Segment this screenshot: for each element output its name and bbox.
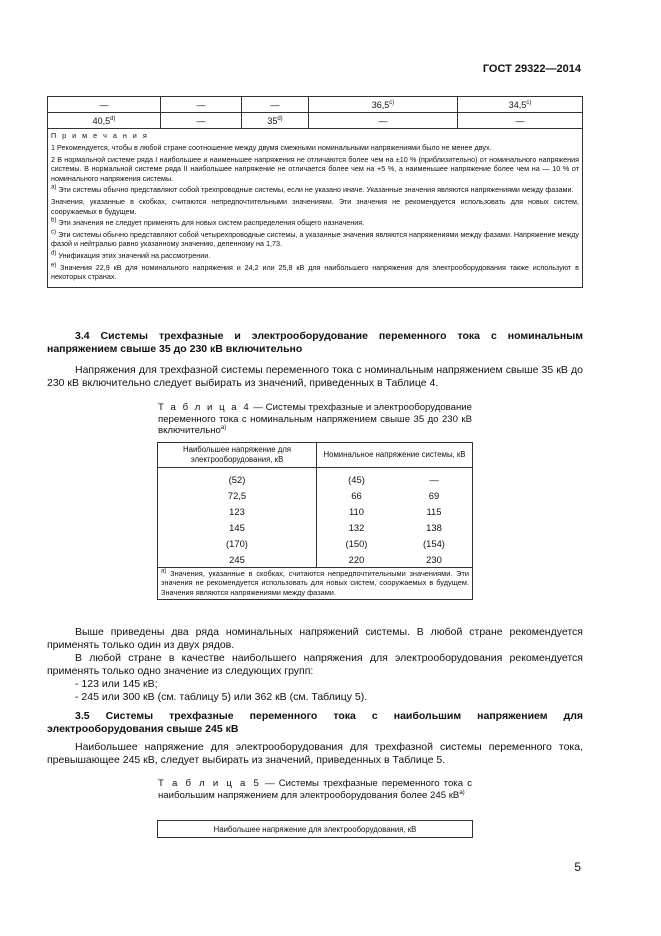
notes-title: П р и м е ч а н и я bbox=[51, 131, 149, 140]
continuation-table bbox=[47, 96, 583, 288]
note-1: 1 Рекомендуется, чтобы в любой стране соотношение между двумя смежными номинальными напряжениями было не менее двух. bbox=[51, 143, 492, 152]
table-cell: 66 bbox=[317, 487, 397, 503]
table-cell: 40,5$^{d)}$ bbox=[48, 113, 161, 129]
table-row bbox=[158, 503, 473, 519]
table-cell: 35$^{d)}$ bbox=[242, 113, 309, 129]
table-cell: 220 bbox=[317, 551, 397, 568]
table-cell: $36,5^{с)}$ bbox=[309, 97, 458, 113]
table-row bbox=[48, 97, 583, 113]
table-cell: (52) bbox=[158, 471, 317, 487]
note-b: $^{b)}$ Эти значения не следует применять для новых систем распределения общего назначения. bbox=[51, 217, 365, 228]
table-cell: 245 bbox=[158, 551, 317, 568]
table-cell: (170) bbox=[158, 535, 317, 551]
table-cell: — bbox=[161, 113, 242, 129]
table-cell: — bbox=[242, 97, 309, 113]
table-cell: — bbox=[396, 471, 473, 487]
list-item-2: - 245 или 300 кВ (см. таблицу 5) или 362 кВ (см. Таблицу 5). bbox=[75, 691, 368, 703]
table-5-header: Наибольшее напряжение для электрооборудования, кВ bbox=[158, 821, 473, 838]
note-2: 2 В нормальной системе ряда I наибольшее и наименьшее напряжения не отличаются более чем на ±10 % (приблизительно) от номинального напряжения системы. В нормальной системе ряда II наибольшее напряжение не отличается более чем на +5 %, а наименьшее напряжение более чем на — 10 % от номинального напряжения системы. bbox=[51, 154, 579, 183]
notes-row bbox=[48, 129, 583, 288]
note-d: $^{d)}$ Унификация этих значений на рассмотрении. bbox=[51, 250, 211, 260]
table-4-caption: Т а б л и ц а 4 — Системы трехфазные и электрооборудование переменного тока с номинальным напряжением свыше 35 до 230 кВ включительно$^{а)}$ bbox=[158, 402, 472, 436]
table-5-caption: Т а б л и ц а 5 — Системы трехфазные переменного тока с наибольшим напряжением для электрооборудования более 245 $кВ^{а)}$ bbox=[158, 778, 472, 801]
table-cell: 230 bbox=[396, 551, 473, 568]
table-row bbox=[48, 113, 583, 129]
table-row bbox=[158, 471, 473, 487]
table-cell: 115 bbox=[396, 503, 473, 519]
table-4-footnote: $^{а)}$ Значения, указанные в скобках, считаются непредпочтительными значениями. Эти значения не рекомендуется использовать для новых систем, сооружаемых в будущем. Значения являются напряжениями между фазами. bbox=[158, 568, 473, 600]
table-cell: (45) bbox=[317, 471, 397, 487]
table-cell: — bbox=[48, 97, 161, 113]
section-3-5-heading: 3.5 Системы трехфазные переменного тока с наибольшим напряжением для электрооборудования свыше 245 кВ bbox=[47, 710, 583, 735]
table-header-row bbox=[158, 821, 473, 838]
table-cell: 72,5 bbox=[158, 487, 317, 503]
list-item-1: - 123 или 145 кВ; bbox=[75, 678, 158, 690]
notes-cell bbox=[48, 129, 583, 288]
table-4-col1-header: Наибольшее напряжение для электрооборудования, кВ bbox=[158, 443, 317, 468]
table-row bbox=[158, 551, 473, 568]
paragraph-single-value: В любой стране в качестве наибольшего напряжения для электрооборудования рекомендуется применять только одно значение из следующих групп: bbox=[47, 652, 583, 677]
table-cell: — bbox=[309, 113, 458, 129]
table-cell: (150) bbox=[317, 535, 397, 551]
table-cell: 138 bbox=[396, 519, 473, 535]
table-cell: 123 bbox=[158, 503, 317, 519]
table-4 bbox=[157, 442, 473, 600]
section-3-4-heading: 3.4 Системы трехфазные и электрооборудование переменного тока с номинальным напряжением свыше 35 до 230 кВ включительно bbox=[47, 330, 583, 355]
table-cell: $34,5^{с)}$ bbox=[458, 97, 583, 113]
table-4-footnote-row bbox=[158, 568, 473, 600]
table-cell: — bbox=[458, 113, 583, 129]
table-cell: (154) bbox=[396, 535, 473, 551]
table-header-row bbox=[158, 443, 473, 468]
note-a: $^{а)}$ Эти системы обычно представляют собой трехпроводные системы, если не указано иначе. Указанные значения являются напряжениями между фазами. bbox=[51, 184, 574, 195]
document-code: ГОСТ 29322—2014 bbox=[482, 63, 581, 75]
table-cell: 132 bbox=[317, 519, 397, 535]
table-row bbox=[158, 519, 473, 535]
table-cell: 69 bbox=[396, 487, 473, 503]
note-c: $^{с)}$ Эти системы обычно представляют собой четырехпроводные системы, а указанные значения являются напряжениями между фазами. Напряжение между фазой и нейтралью равно указанному значению, деленному на 1,73. bbox=[51, 229, 579, 249]
page-number: 5 bbox=[574, 860, 581, 874]
section-3-5-paragraph: Наибольшее напряжение для электрооборудования для трехфазной системы переменного тока, превышающее 245 кВ, следует выбирать из значений, приведенных в Таблице 5. bbox=[47, 741, 583, 766]
table-row bbox=[158, 535, 473, 551]
note-e: $^{е)}$ Значения 22,9 кВ для номинального напряжения и 24,2 или 25,8 кВ для наибольшего напряжения для электрооборудования также используют в некоторых странах. bbox=[51, 262, 579, 282]
paragraph-two-series: Выше приведены два ряда номинальных напряжений системы. В любой стране рекомендуется применять только один из двух рядов. bbox=[47, 626, 583, 651]
table-5 bbox=[157, 820, 473, 838]
table-cell: 145 bbox=[158, 519, 317, 535]
table-row bbox=[158, 487, 473, 503]
table-cell: 110 bbox=[317, 503, 397, 519]
section-3-4-paragraph: Напряжения для трехфазной системы переменного тока с номинальным напряжением свыше 35 кВ до 230 кВ включительно следует выбирать из значений, приведенных в Таблице 4. bbox=[47, 364, 583, 389]
table-cell: — bbox=[161, 97, 242, 113]
table-4-col2-header: Номинальное напряжение системы, кВ bbox=[317, 443, 473, 468]
note-a-continued: Значения, указанные в скобках, считаются непредпочтительными значениями. Эти значения не рекомендуется использовать для новых систем, сооружаемых в будущем. bbox=[51, 196, 579, 216]
